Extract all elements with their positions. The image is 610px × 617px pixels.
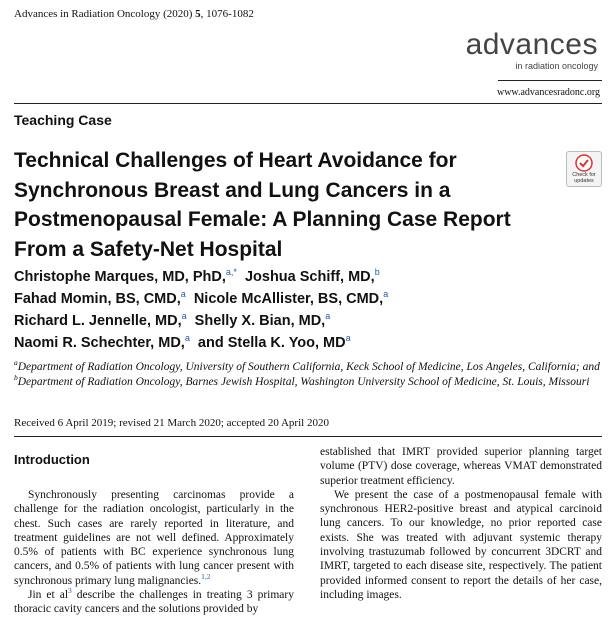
- author: [14, 291, 186, 307]
- author: [14, 335, 190, 351]
- affiliation-text: Department of Radiation Oncology, Barnes Jewish Hospital, Washington University School of Medicine, St. Louis, Missouri: [17, 376, 590, 388]
- author-affiliation-link[interactable]: a: [325, 311, 331, 321]
- paragraph: established that IMRT provided superior planning target volume (PTV) dose coverage, whereas VMAT demonstrated superior treatment efficiency.: [320, 446, 602, 487]
- logo-main-text: advances: [465, 28, 598, 61]
- author-name: Shelly X. Bian, MD,: [194, 313, 326, 329]
- journal-citation: Advances in Radiation Oncology (2020) 5, 1076-1082: [14, 8, 254, 20]
- logo-sub-text: in radiation oncology: [515, 61, 598, 71]
- author: [14, 269, 237, 285]
- body-column-left: [14, 488, 294, 617]
- author-name: Nicole McAllister, BS, CMD,: [193, 291, 384, 307]
- paragraph: [14, 488, 294, 588]
- paragraph: [14, 588, 294, 617]
- affiliation-marker: a: [14, 358, 18, 367]
- header-divider: [14, 103, 602, 104]
- article-title: Technical Challenges of Heart Avoidance for Synchronous Breast and Lung Cancers in a Postmenopausal Female: A Planning Case Report From a Safety-Net Hospital: [14, 149, 511, 261]
- author-name: Naomi R. Schechter, MD,: [14, 335, 185, 351]
- affiliations: [14, 360, 604, 390]
- affiliation-text: Department of Radiation Oncology, University of Southern California, Keck School of Medicine, Los Angeles, California; and: [17, 361, 600, 373]
- author-name: Christophe Marques, MD, PhD,: [14, 269, 226, 285]
- author-name: Fahad Momin, BS, CMD,: [14, 291, 181, 307]
- body-column-right: [320, 445, 602, 602]
- citation-link[interactable]: 3: [68, 586, 72, 596]
- author: [191, 313, 331, 329]
- article-history: Received 6 April 2019; revised 21 March 2020; accepted 20 April 2020: [14, 417, 329, 429]
- author-name: Joshua Schiff, MD,: [244, 269, 375, 285]
- author-name: and Stella K. Yoo, MD: [197, 335, 346, 351]
- paragraph-text: Synchronously presenting carcinomas provide a challenge for the radiation oncologist, particularly in the chest. Such cases are rarely reported in literature, and treatment guidelines are not well defined. Approximately 0.5% of patients with BC experience synchronous lung cancers, and 0.5% of patients with lung cancer present with synchronous primary lung malignancies.: [14, 489, 294, 587]
- journal-url-link[interactable]: www.advancesradonc.org: [496, 87, 600, 98]
- author-affiliation-link[interactable]: b: [374, 267, 380, 277]
- author-affiliation-link[interactable]: a,*: [225, 267, 237, 277]
- journal-volume: 5: [195, 8, 201, 20]
- history-divider: [14, 436, 602, 437]
- citation-link[interactable]: 1,2: [201, 571, 211, 581]
- paragraph-text: Jin et al: [28, 589, 69, 602]
- author-affiliation-link[interactable]: a: [180, 289, 186, 299]
- journal-pages: 1076-1082: [206, 8, 254, 20]
- article-type-label: Teaching Case: [14, 112, 112, 128]
- check-for-updates-button[interactable]: [566, 151, 602, 187]
- author-affiliation-link[interactable]: a: [383, 289, 389, 299]
- journal-logo[interactable]: [466, 30, 598, 71]
- author-affiliation-link[interactable]: a: [181, 311, 187, 321]
- section-heading-introduction: Introduction: [14, 452, 90, 467]
- affiliation-marker: b: [14, 373, 18, 382]
- journal-name: Advances in Radiation Oncology (2020): [14, 8, 193, 20]
- author: [14, 313, 187, 329]
- author-list: [14, 266, 594, 354]
- check-updates-icon: [575, 154, 593, 172]
- author: [194, 335, 351, 351]
- author-affiliation-link[interactable]: a: [184, 333, 190, 343]
- paragraph-text: describe the challenges in treating 3 primary thoracic cavity cancers and the solutions provided by: [14, 589, 294, 616]
- author: [241, 269, 380, 285]
- logo-divider: [498, 80, 602, 81]
- author: [190, 291, 388, 307]
- paragraph: We present the case of a postmenopausal female with synchronous HER2-positive breast and atypical carcinoid lung cancers. To our knowledge, no prior reported case exists. She was treated with adjuvant systemic therapy involving trastuzumab followed by concurrent 3DCRT and IMRT, targeted to each disease site, respectively. The patient provided informed consent to report the details of her case, including images.: [320, 488, 602, 601]
- check-updates-label: Check for updates: [572, 172, 596, 184]
- author-name: Richard L. Jennelle, MD,: [14, 313, 182, 329]
- author-affiliation-link[interactable]: a: [345, 333, 351, 343]
